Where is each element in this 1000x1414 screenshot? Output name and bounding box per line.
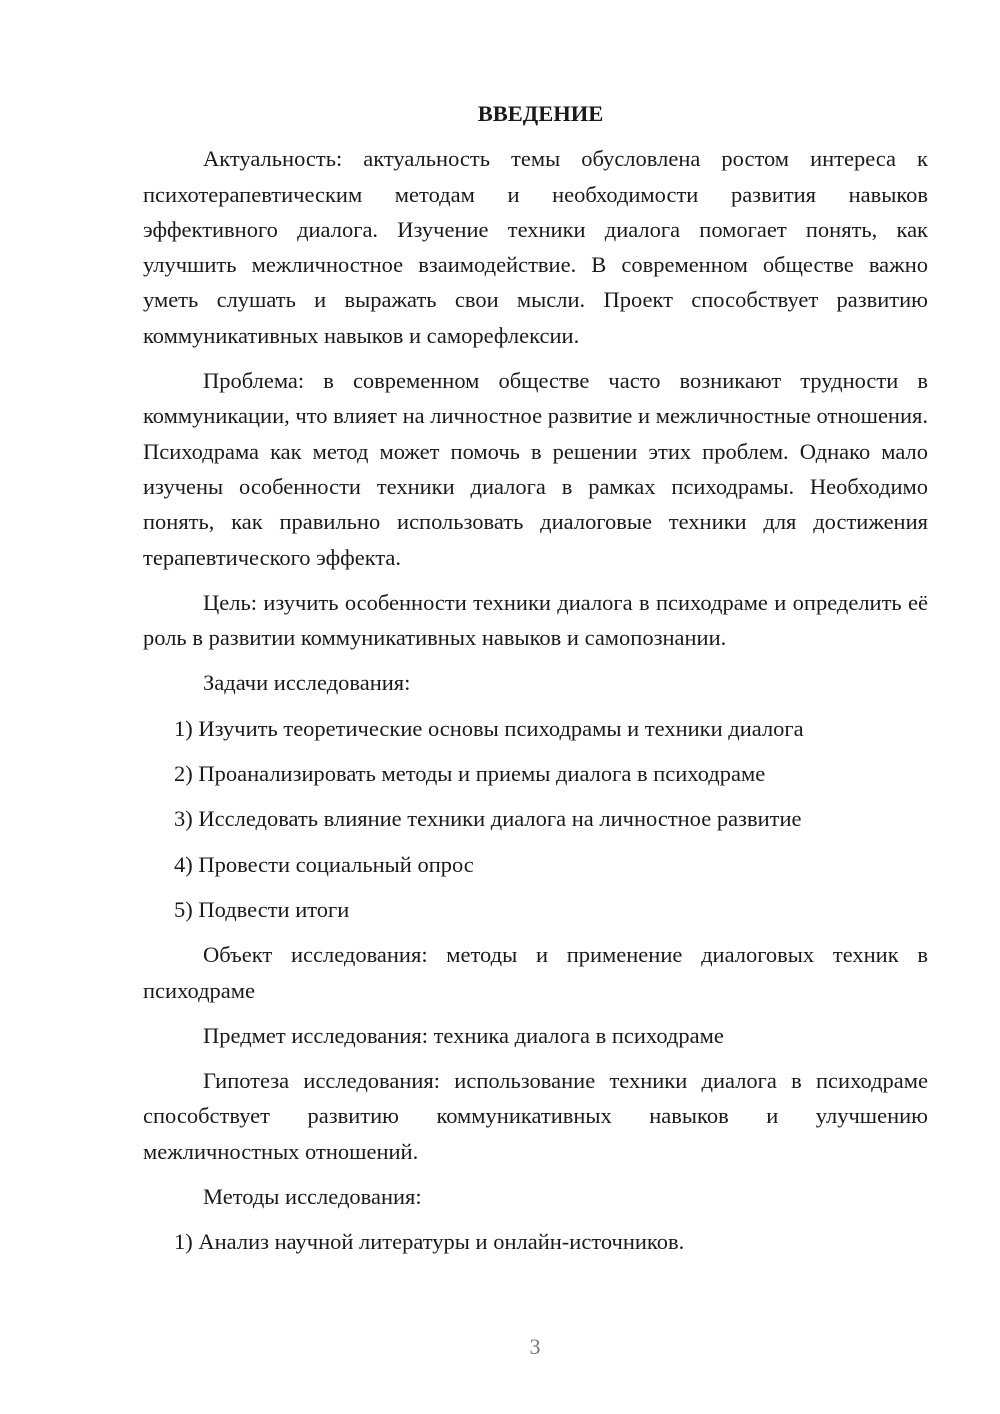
- goal-paragraph: Цель: изучить особенности техники диалога в психодраме и определить её роль в развитии коммуникативных навыков и самопознании.: [143, 589, 928, 651]
- methods-list: [143, 1224, 928, 1259]
- hypothesis-paragraph: Гипотеза исследования: использование техники диалога в психодраме способствует развитию коммуникативных навыков и улучшению межличностных отношений.: [143, 1068, 928, 1164]
- task-item-5: 5) Подвести итоги: [174, 896, 350, 922]
- section-title: ВВЕДЕНИЕ: [477, 101, 604, 126]
- task-item-3: 3) Исследовать влияние техники диалога на личностное развитие: [174, 806, 802, 832]
- page-number: 3: [529, 1334, 541, 1359]
- tasks-heading: Задачи исследования:: [203, 670, 411, 696]
- object-paragraph: Объект исследования: методы и применение диалоговых техник в психодраме: [143, 942, 928, 1003]
- method-item-1: 1) Анализ научной литературы и онлайн-источников.: [174, 1229, 685, 1255]
- problem-paragraph: Проблема: в современном обществе часто возникают трудности в коммуникации, что влияет на личностное развитие и межличностные отношения. Психодрама как метод может помочь в решении этих проблем. Однако мало изучены особенности техники диалога в рамках психодрамы. Необходимо понять, как правильно использовать диалоговые техники для достижения терапевтического эффекта.: [143, 368, 928, 570]
- task-item-4: 4) Провести социальный опрос: [174, 851, 474, 877]
- task-item-2: 2) Проанализировать методы и приемы диалога в психодраме: [174, 761, 766, 787]
- subject-paragraph: Предмет исследования: техника диалога в психодраме: [203, 1022, 724, 1048]
- tasks-list: [143, 711, 928, 927]
- relevance-paragraph: Актуальность: актуальность темы обусловлена ростом интереса к психотерапевтическим методам и необходимости развития навыков эффективного диалога. Изучение техники диалога помогает понять, как улучшить межличностное взаимодействие. В современном обществе важно уметь слушать и выражать свои мысли. Проект способствует развитию коммуникативных навыков и саморефлексии.: [143, 146, 928, 348]
- methods-heading: Методы исследования:: [203, 1184, 422, 1210]
- page-content: [143, 96, 928, 1270]
- task-item-1: 1) Изучить теоретические основы психодрамы и техники диалога: [174, 715, 804, 741]
